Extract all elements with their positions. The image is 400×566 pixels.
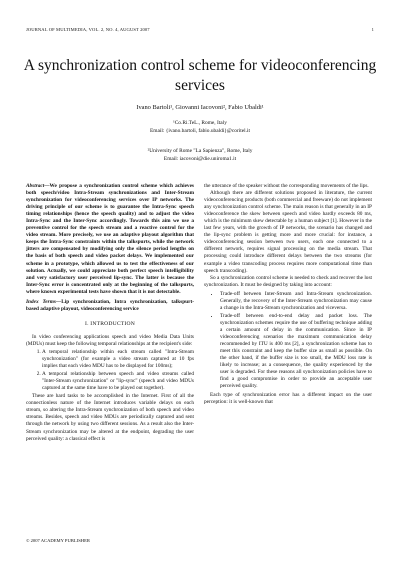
- affiliation-1: [0, 120, 400, 136]
- index-terms-text: Lip synchronization, Intra synchronization, talkspurt-based adaptive playout, videoconferencing service: [26, 298, 194, 312]
- author-list: Ivano Bartoli¹, Giovanni Iacovoni², Fabio Ubaldi¹: [136, 104, 264, 111]
- index-terms: [26, 299, 194, 313]
- list-item: 2. A temporal relationship between speech and video streams called "Inter-Stream synchronization" or "lip-sync" (speech and video MDUs captured at the same time have to be played out together).: [42, 371, 194, 392]
- affiliation-1-email: Email: {ivano.bartoli, fabio.ubaldi}@coritel.it: [150, 127, 250, 134]
- copyright-footer: © 2007 ACADEMY PUBLISHER: [26, 538, 90, 543]
- section-heading-introduction: I. INTRODUCTION: [85, 320, 135, 327]
- intro-paragraph-2: These are hard tasks to be accomplished in the Internet. First of all the connectionless nature of the Internet introduces variable delays on each stream, so altering the Intra-Stream synchronization of both speech and video streams. Besides, speech and video MDUs are periodically captured and sent through the network by using two different sessions. As a result also the Inter-Stream synchronization may be altered at the endpoint, degrading the user perceived quality: a classical effect is: [26, 393, 194, 442]
- affiliation-2: [0, 148, 400, 164]
- intro-list: [26, 349, 194, 392]
- right-paragraph-4: Each type of synchronization error has a different impact on the user perception: it is well-known that: [204, 392, 372, 406]
- right-paragraph-3: So a synchronization control scheme is needed to check and recover the lost synchronization. It must be designed by taking into account:: [204, 274, 372, 288]
- abstract-text: We propose a synchronization control scheme which achieves both speech/video Intra-Stream synchronizations and Inter-Stream synchronization for videoconferencing services over IP networks. The driving principle of our scheme is to guarantee the Intra-Sync speech timing relationships (hence the speech quality) and to adjust the video Intra-Sync and the Inter-Sync accordingly. Towards this aim we use a preventive control for the speech stream and a reactive control for the video stream. More precisely, we use an adaptive playout algorithm that keeps the Intra-Sync constraints within the talkspurts, while the network jitters are compensated by modifying only the silence period lengths on the basis of both speech and video packet delays. We implemented our scheme in a prototype, which allowed us to test the effectiveness of our solution. Actually, we could appreciate both perfect speech intelligibility and very satisfactory user perceived lip-sync. The latter is because the Inter-Sync error is concentrated only at the beginning of the talkspurts, where known experimental tests have shown that it is not detectable.: [26, 183, 194, 295]
- list-item: • Trade-off between Inter-Stream and Intra-Stream synchronization. Generally, the recovery of the Inter-Stream synchronization may cause a change in the Intra-Stream synchronization and viceversa.: [220, 291, 372, 312]
- list-item: • Trade-off between end-to-end delay and packet loss. The synchronization schemes require the use of buffering technique adding a certain amount of delay in the communication. Since in IP videoconferencing scenarios the maximum communication delay recommended by ITU is 400 ms [2], a synchronization scheme has to meet this constraint and keep the buffer size as small as possible. On the other hand, if the buffer size is too small, the MDU loss rate is likely to increase; as a consequence, the quality experienced by the user is degraded. For these reasons all synchronization policies have to find a good compromise in order to provide an acceptable user perceived quality.: [220, 313, 372, 391]
- journal-name: JOURNAL OF MULTIMEDIA, VOL. 2, NO. 4, AUGUST 2007: [26, 27, 150, 32]
- index-terms-label: Index Terms—: [26, 298, 62, 305]
- page-number: 1: [371, 27, 374, 32]
- intro-paragraph-1: In video conferencing applications speech and video Media Data Units (MDUs) must keep the following temporal relationships at the recipient's side:: [26, 333, 194, 347]
- paper-title: A synchronization control scheme for videoconferencing services: [23, 57, 377, 94]
- affiliation-1-org: ¹Co.Ri.TeL., Rome, Italy: [173, 120, 227, 126]
- abstract-label: Abstract—: [26, 183, 50, 189]
- left-column: [26, 183, 194, 443]
- considerations-list: [204, 291, 372, 391]
- right-paragraph-2: Although there are different solutions proposed in literature, the current videoconferencing products (both commercial and freeware) do not implement any synchronization control scheme. The main reason is that generally in an IP videoconference the skew between speech and video hardly exceeds 80 ms, which is the minimum skew detectable by a human subject [1]. However in the last few years, with the growth of IP networks, the scenario has changed and the lip-sync problem is getting more and more crucial: for instance, a videoconferencing session between two users, each one connected to a different network, requires signal processing on the media stream. That processing could introduce different delays between the two streams (for example a video transcoding process requires more computational time than speech transcoding).: [204, 190, 372, 274]
- right-paragraph-1: the utterance of the speaker without the corresponding movements of the lips.: [204, 183, 369, 189]
- affiliation-2-email: Email: iacovoni@die.uniroma1.it: [163, 155, 237, 162]
- right-column: [204, 183, 372, 406]
- running-header: [26, 27, 374, 32]
- affiliation-2-org: ²University of Rome "La Sapienza", Rome, Italy: [147, 148, 253, 154]
- list-item: 1. A temporal relationship within each stream called "Intra-Stream synchronization" (for example a video stream captured at 10 fps implies that each video MDU has to be displayed for 100ms);: [42, 349, 194, 370]
- abstract: [26, 183, 194, 296]
